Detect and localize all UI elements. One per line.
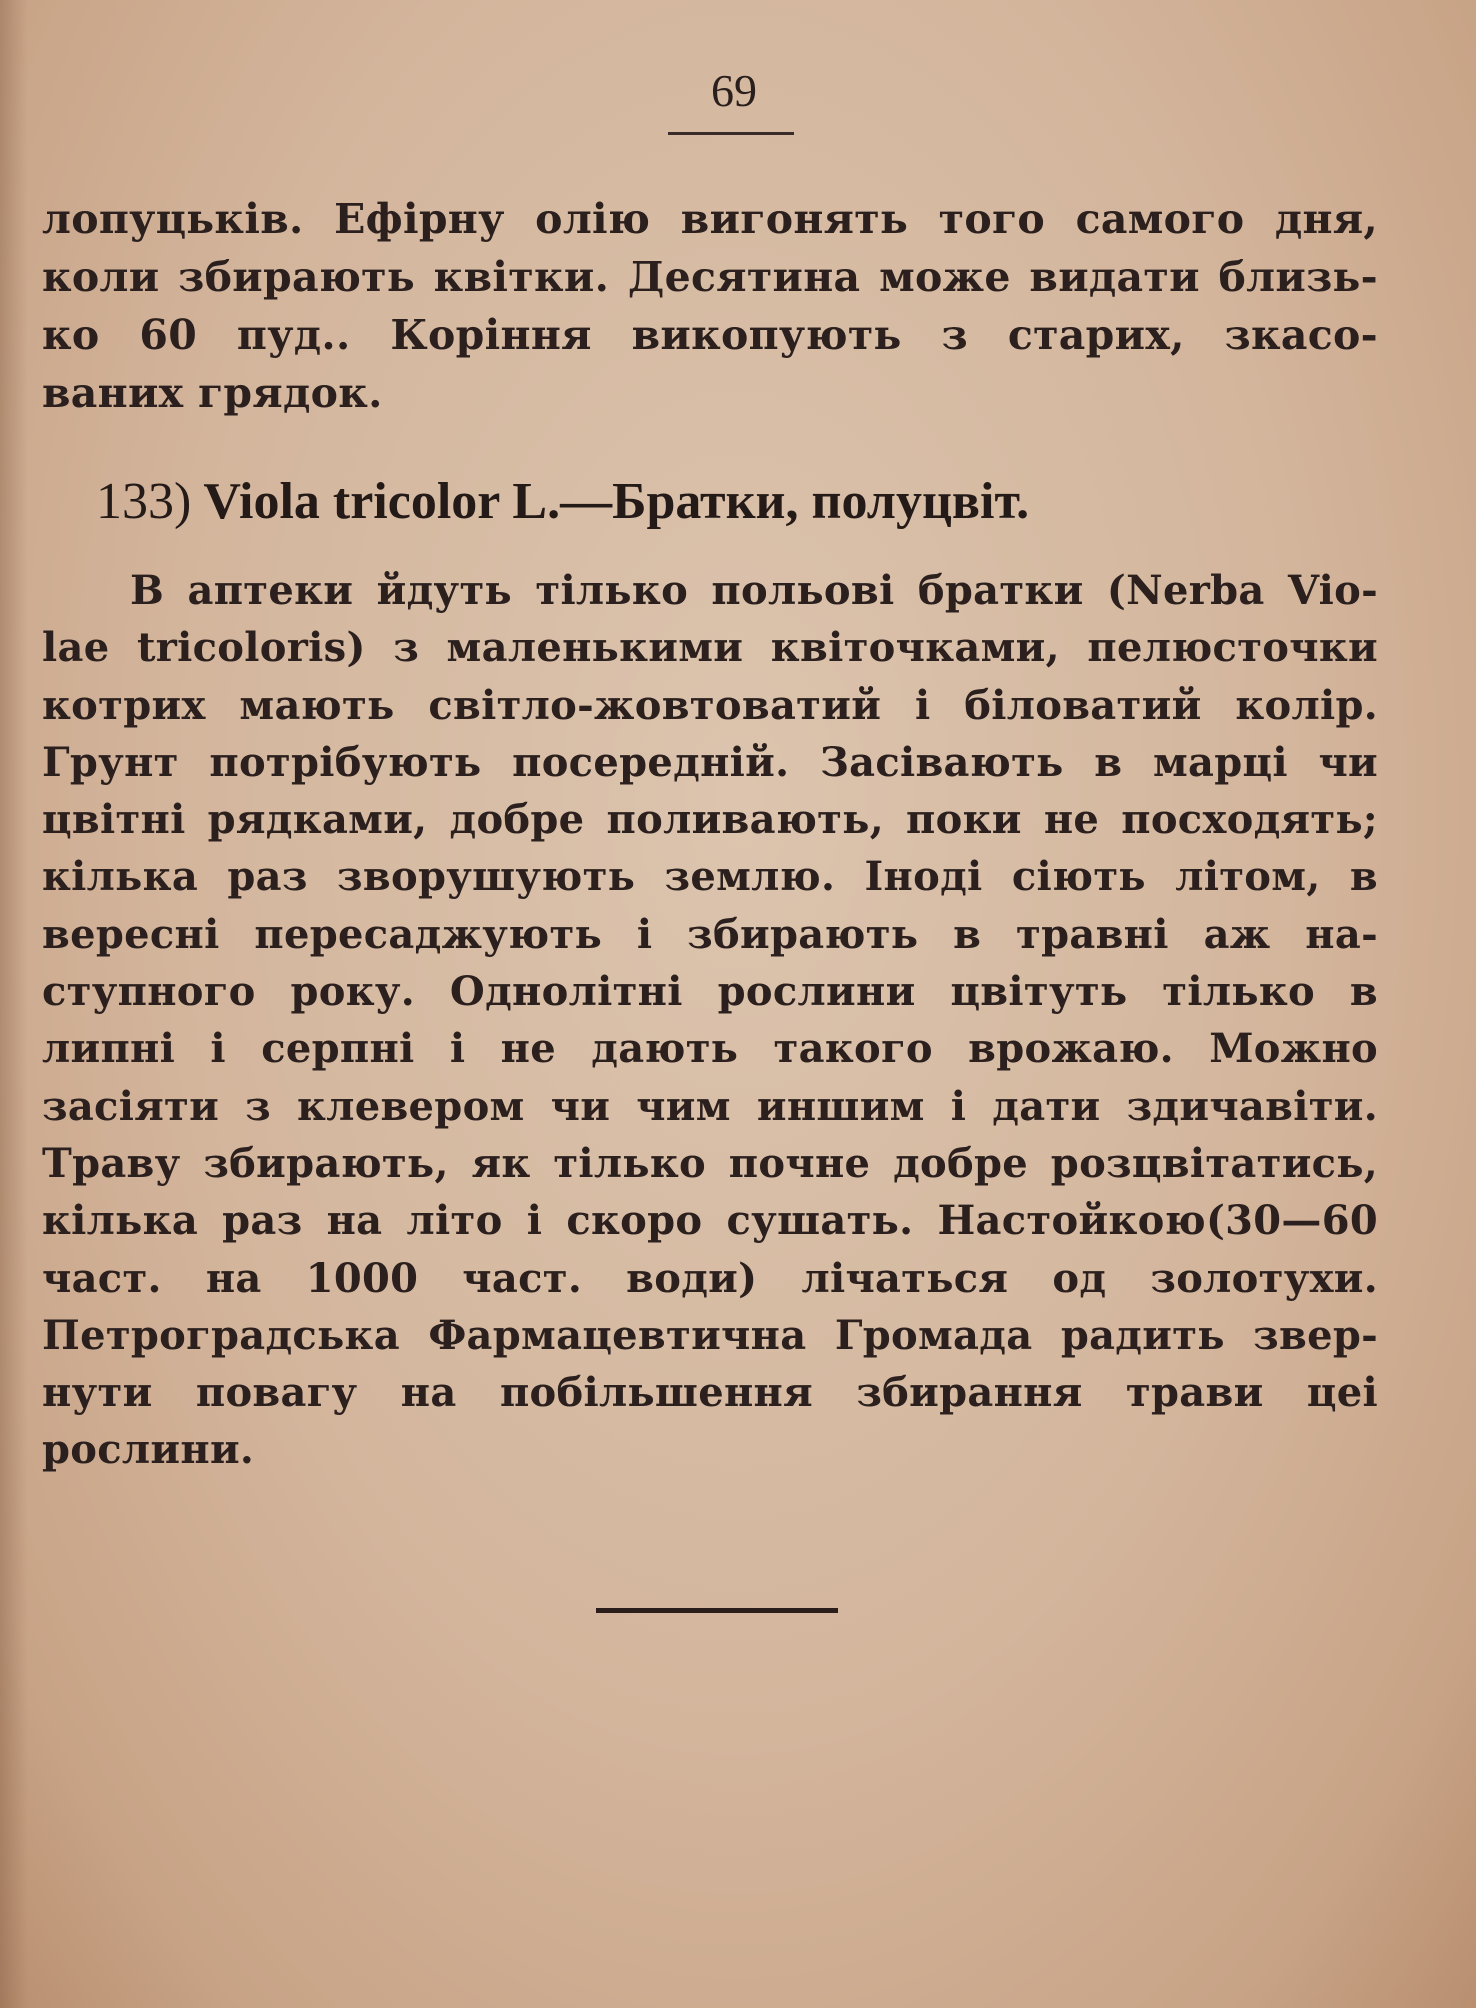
section-title: Viola tricolor L.—Братки, полуцвіт. [203, 473, 1030, 530]
text-line: ваних грядок. [42, 369, 383, 417]
intro-paragraph [42, 190, 1378, 422]
text-line: кілька раз зворушують землю. Іноді сіють літом, в [42, 853, 1378, 901]
text-line: нути повагу на побільшення збирання трави цеі [42, 1369, 1378, 1417]
text-line: lae tricoloris) з маленькими квіточками, пелюсточки [42, 624, 1378, 672]
text-line: вересні пересаджують і збирають в травні аж на- [42, 910, 1378, 958]
body-paragraph [42, 562, 1378, 1479]
text-line: котрих мають світло-жовтоватий і біловатий колір. [42, 681, 1378, 729]
text-line: В аптеки йдуть тілько польові братки (Nerba Vio- [130, 567, 1378, 614]
page-edge-shadow [0, 0, 28, 2008]
text-line: лопуцьків. Ефірну олію вигонять того самого дня, [42, 195, 1378, 243]
text-line: ступного року. Однолітні рослини цвітуть тілько в [42, 968, 1378, 1016]
text-line: рослини. [42, 1426, 255, 1474]
text-line: цвітні рядками, добре поливають, поки не посходять; [42, 796, 1378, 844]
text-line: кілька раз на літо і скоро сушать. Настойкою(30—60 [42, 1197, 1378, 1245]
page-number [0, 64, 1476, 117]
text-line: засіяти з клевером чи чим иншим і дати здичавіти. [42, 1082, 1378, 1130]
text-line: Петроградська Фармацевтична Громада радить звер- [42, 1311, 1378, 1359]
text-line: коли збирають квітки. Десятина може видати близь- [42, 253, 1378, 301]
section-heading [96, 470, 1336, 534]
section-number: 133) [96, 473, 192, 530]
end-rule [596, 1608, 838, 1613]
page-number-rule [668, 132, 794, 135]
text-line: Траву збирають, як тілько почне добре розцвітатись, [42, 1139, 1378, 1187]
text-line: ко 60 пуд.. Коріння викопують з старих, зкасо- [42, 311, 1378, 359]
page-number-text: 69 [711, 65, 757, 116]
text-line: липні і серпні і не дають такого врожаю. Можно [42, 1025, 1378, 1073]
text-line: част. на 1000 част. води) лічаться од золотухи. [42, 1254, 1378, 1302]
text-line: Грунт потрібують посередній. Засівають в марці чи [42, 738, 1378, 786]
